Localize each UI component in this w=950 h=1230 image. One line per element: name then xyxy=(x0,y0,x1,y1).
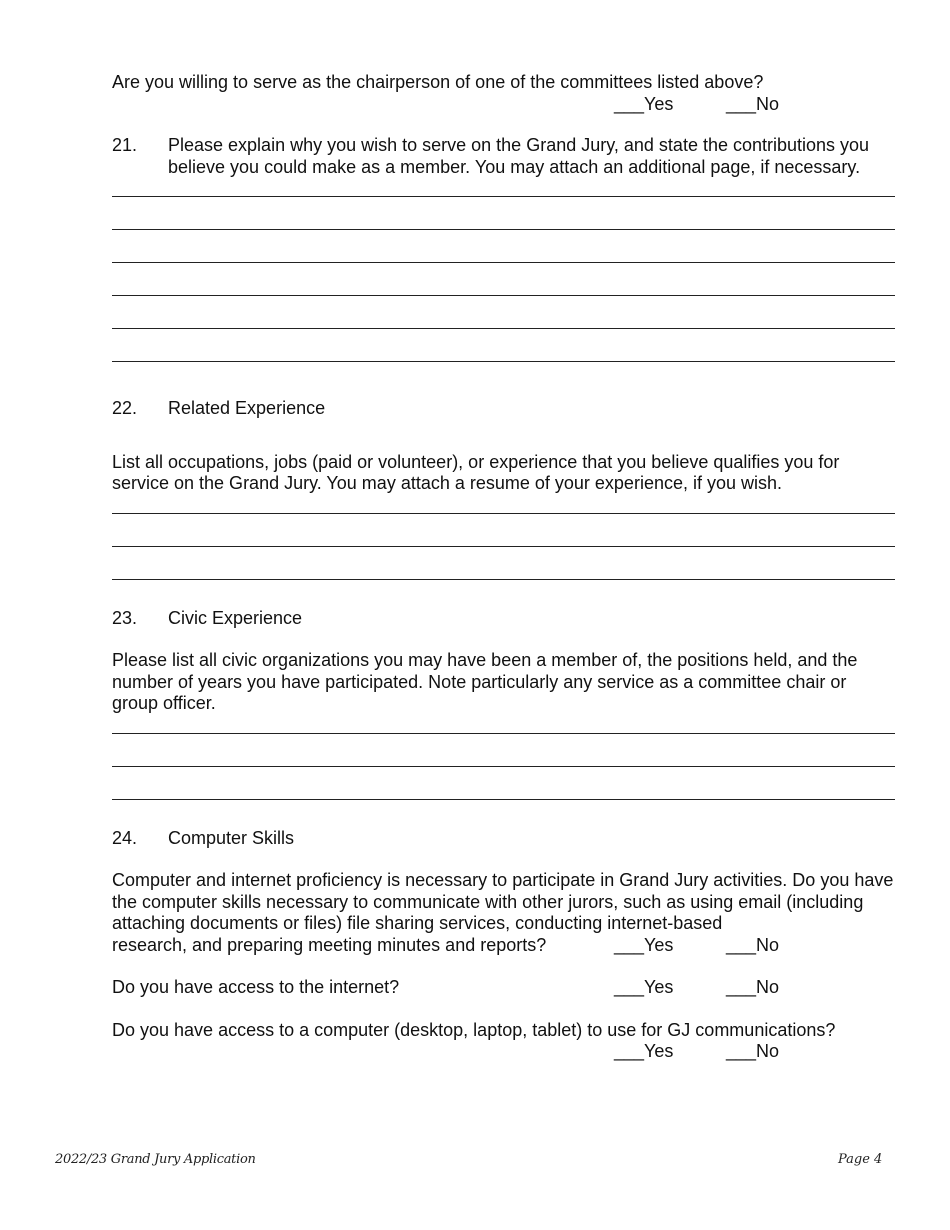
q24-computer-yes-option[interactable]: ___Yes xyxy=(614,1041,674,1061)
q21-answer-line[interactable] xyxy=(112,296,895,329)
q23-answer-line[interactable] xyxy=(112,734,895,767)
q21-heading xyxy=(112,135,895,178)
q22-number: 22. xyxy=(112,398,138,418)
q23-number: 23. xyxy=(112,607,138,628)
q24-internet-yes-option[interactable]: ___Yes xyxy=(614,977,674,997)
q24-number: 24. xyxy=(112,827,138,848)
q22-title: Related Experience xyxy=(168,398,326,418)
q23-title: Civic Experience xyxy=(168,607,303,628)
q21-answer-line[interactable] xyxy=(112,178,895,197)
q22-answer-line[interactable] xyxy=(112,514,895,547)
q21-number: 21. xyxy=(112,135,138,155)
q24-title: Computer Skills xyxy=(168,827,295,848)
q20-yes-option[interactable]: ___Yes xyxy=(614,93,674,114)
q24-skills-row xyxy=(112,935,895,957)
q24-internet-no-option[interactable]: ___No xyxy=(726,977,780,997)
q20-no-option[interactable]: ___No xyxy=(726,93,780,114)
q22-heading xyxy=(112,398,895,420)
q22-answer-line[interactable] xyxy=(112,547,895,580)
q24-skills-no-option[interactable]: ___No xyxy=(726,934,780,955)
form-page xyxy=(112,72,895,1063)
q24-skills-question-end: research, and preparing meeting minutes and reports? xyxy=(112,934,547,955)
q23-answer-line[interactable] xyxy=(112,715,895,734)
q21-answer-line[interactable] xyxy=(112,197,895,230)
q23-text: Please list all civic organizations you may have been a member of, the positions held, and the number of years you have participated. Note particularly any service as a committee chair or group officer. xyxy=(112,650,858,713)
q22-answer-line[interactable] xyxy=(112,495,895,514)
q24-internet-question: Do you have access to the internet? xyxy=(112,977,400,997)
q24-heading xyxy=(112,828,895,850)
q24-skills-yes-option[interactable]: ___Yes xyxy=(614,934,674,955)
q22-text: List all occupations, jobs (paid or volunteer), or experience that you believe qualifies you for service on the Grand Jury. You may attach a resume of your experience, if you wish. xyxy=(112,451,840,493)
q23-heading xyxy=(112,608,895,630)
q21-answer-line[interactable] xyxy=(112,329,895,362)
q24-text: Computer and internet proficiency is necessary to participate in Grand Jury activities. Do you have the computer skills necessary to communicate with other jurors, such as using email (including attaching documents or files) file sharing services, conducting internet-based xyxy=(112,870,894,933)
q20-question: Are you willing to serve as the chairperson of one of the committees listed above? xyxy=(112,72,764,92)
q24-computer-no-option[interactable]: ___No xyxy=(726,1041,780,1061)
q23-answer-line[interactable] xyxy=(112,767,895,800)
q21-answer-line[interactable] xyxy=(112,230,895,263)
q24-computer-question: Do you have access to a computer (desktop, laptop, tablet) to use for GJ communications? xyxy=(112,1019,836,1040)
footer-page-number: Page 4 xyxy=(838,1152,883,1167)
footer-document-title: 2022/23 Grand Jury Application xyxy=(55,1152,256,1167)
q24-computer-answer-row xyxy=(112,1041,895,1063)
q24-internet-row xyxy=(112,977,895,999)
q21-text: Please explain why you wish to serve on the Grand Jury, and state the contributions you believe you could make as a member. You may attach an additional page, if necessary. xyxy=(168,135,870,177)
q20-answer-row xyxy=(112,94,895,116)
q21-answer-line[interactable] xyxy=(112,263,895,296)
